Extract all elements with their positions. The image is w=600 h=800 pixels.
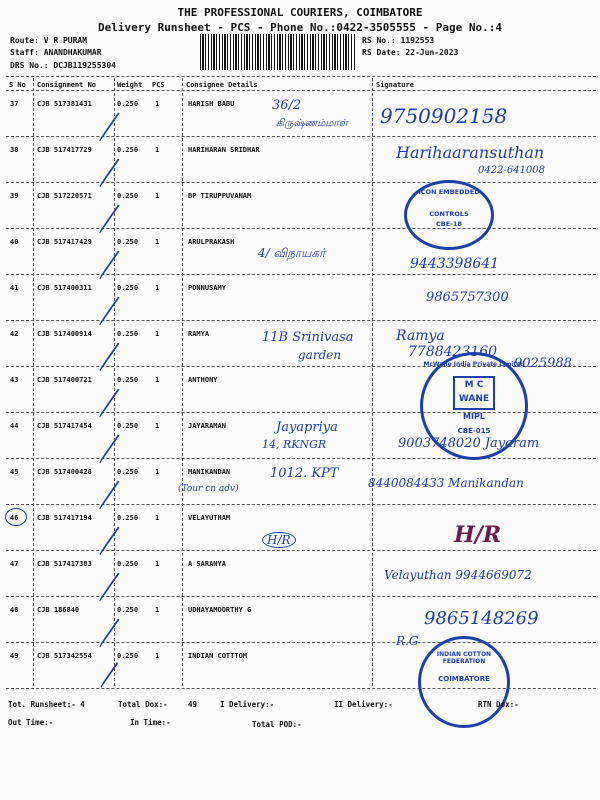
row-consignee: VELAYUTHAM <box>188 514 231 522</box>
row-sno: 41 <box>10 284 19 292</box>
row-sno: 42 <box>10 330 19 338</box>
tick-mark <box>98 205 119 234</box>
staff-label: Staff: ANANDHAKUMAR <box>10 48 102 57</box>
row-divider <box>6 228 596 229</box>
row-pcs: 1 <box>155 376 160 384</box>
row-weight: 0.250 <box>117 606 139 614</box>
row-sno: 37 <box>10 100 19 108</box>
row-pcs: 1 <box>155 284 160 292</box>
row-pcs: 1 <box>155 192 160 200</box>
row-consignee: HARISH BABU <box>188 100 235 108</box>
row-pcs: 1 <box>155 100 160 108</box>
row-weight: 0.250 <box>117 192 139 200</box>
company-stamp-icon <box>404 180 494 250</box>
col-header-consignment: Consignment No <box>37 81 97 89</box>
row-weight: 0.250 <box>117 100 139 108</box>
col-divider <box>114 78 115 686</box>
row-sno: 49 <box>10 652 19 660</box>
row-consignee: MANIKANDAN <box>188 468 231 476</box>
rtn-dox-label: RTN Dox:- <box>478 700 519 709</box>
handwritten-signature: 8440084433 Manikandan <box>368 476 524 490</box>
total-dox-label: Total Dox:- <box>118 700 168 709</box>
row-weight: 0.250 <box>117 468 139 476</box>
row-sno: 43 <box>10 376 19 384</box>
stamp-text: McWane India Private Limited <box>423 361 525 368</box>
row-pcs: 1 <box>155 514 160 522</box>
handwritten-address: Jayapriya <box>276 420 338 435</box>
handwritten-return-mark: H/R <box>454 522 502 548</box>
row-sno: 46 <box>10 514 19 522</box>
row-weight: 0.250 <box>117 652 139 660</box>
row-consignment: CJB 186840 <box>37 606 80 614</box>
row-divider <box>6 458 596 459</box>
row-weight: 0.250 <box>117 376 139 384</box>
document-subtitle: Delivery Runsheet - PCS - Phone No.:0422-3505555 - Page No.:4 <box>98 21 502 34</box>
company-stamp-indian-cotton <box>418 636 510 728</box>
row-consignment: CJB 517220571 <box>37 192 92 200</box>
total-pod-label: Total POD:- <box>252 720 302 729</box>
row-sno: 39 <box>10 192 19 200</box>
col-divider <box>33 78 34 686</box>
stamp-logo: M C WANE <box>453 376 495 410</box>
row-weight: 0.250 <box>117 422 139 430</box>
handwritten-signature: 9003748020 Jayaram <box>398 436 540 451</box>
stamp-text: CBE-015 <box>457 427 491 435</box>
row-pcs: 1 <box>155 422 160 430</box>
rs-date: RS Date: 22-Jun-2023 <box>362 48 459 57</box>
handwritten-address: 11B Srinivasa <box>262 330 354 345</box>
barcode <box>200 34 355 70</box>
document-title: THE PROFESSIONAL COURIERS, COIMBATORE <box>177 6 423 19</box>
row-divider <box>6 274 596 275</box>
row-sno: 38 <box>10 146 19 154</box>
col-header-signature: Signature <box>376 81 414 89</box>
row-consignee: PONNUSAMY <box>188 284 226 292</box>
stamp-text: CBE-18 <box>436 220 462 228</box>
row-consignee: ARULPRAKASH <box>188 238 235 246</box>
row-weight: 0.250 <box>117 514 139 522</box>
row-consignee: INDIAN COTTTOM <box>188 652 248 660</box>
stamp-text: ICON EMBEDDED <box>418 188 480 196</box>
row-consignment: CJB 517417194 <box>37 514 92 522</box>
stamp-text: CONTROLS <box>429 210 469 218</box>
in-time-label: In Time:- <box>130 718 171 727</box>
header-rule <box>6 90 596 91</box>
circled-row-mark <box>5 508 27 526</box>
row-pcs: 1 <box>155 238 160 246</box>
handwritten-address: கிருஷ்ணம்மாள் <box>276 118 348 129</box>
handwritten-address: 14, RKNGR <box>262 438 327 451</box>
col-header-consignee: Consignee Details <box>186 81 258 89</box>
row-sno: 40 <box>10 238 19 246</box>
row-sno: 47 <box>10 560 19 568</box>
tick-mark <box>100 662 119 688</box>
handwritten-signature: Velayuthan 9944669072 <box>384 568 532 582</box>
row-weight: 0.250 <box>117 330 139 338</box>
row-pcs: 1 <box>155 606 160 614</box>
stamp-text: COIMBATORE <box>438 675 490 683</box>
handwritten-address: 36/2 <box>272 98 302 113</box>
row-divider <box>6 550 596 551</box>
row-consignment: CJB 517342554 <box>37 652 92 660</box>
row-consignee: RAMYA <box>188 330 210 338</box>
row-consignment: CJB 517417429 <box>37 238 92 246</box>
col-divider <box>372 78 373 686</box>
tick-mark <box>98 159 119 188</box>
total-runsheet: Tot. Runsheet:- 4 <box>8 700 85 709</box>
row-pcs: 1 <box>155 652 160 660</box>
row-pcs: 1 <box>155 560 160 568</box>
row-consignee: UDHAYAMOORTHY G <box>188 606 252 614</box>
col-divider <box>182 78 183 686</box>
handwritten-note: (Tour cn adv) <box>178 484 239 494</box>
row-divider <box>6 596 596 597</box>
row-divider <box>6 182 596 183</box>
tick-mark <box>98 297 119 326</box>
handwritten-phone: 9025988 <box>514 356 572 371</box>
stamp-text: INDIAN COTTON FEDERATION <box>436 651 492 665</box>
tick-mark <box>98 527 119 556</box>
row-divider <box>6 504 596 505</box>
i-delivery-label: I Delivery:- <box>220 700 275 709</box>
row-consignment: CJB 517400428 <box>37 468 92 476</box>
handwritten-address: 1012. KPT <box>270 466 339 481</box>
tick-mark <box>98 619 119 648</box>
row-consignment: CJB 517417729 <box>37 146 92 154</box>
tick-mark <box>98 435 119 464</box>
handwritten-phone: 7788423160 <box>408 344 498 360</box>
handwritten-address: garden <box>298 348 342 362</box>
row-weight: 0.250 <box>117 560 139 568</box>
row-consignment: CJB 517400721 <box>37 376 92 384</box>
row-sno: 44 <box>10 422 19 430</box>
row-consignment: CJB 517400914 <box>37 330 92 338</box>
row-consignment: CJB 517417454 <box>37 422 92 430</box>
row-sno: 45 <box>10 468 19 476</box>
handwritten-signature: 9865757300 <box>426 290 509 305</box>
row-divider <box>6 320 596 321</box>
row-pcs: 1 <box>155 330 160 338</box>
company-stamp-mcwane <box>420 352 528 460</box>
row-consignment: CJB 517381431 <box>37 100 92 108</box>
row-sno: 48 <box>10 606 19 614</box>
row-divider <box>6 136 596 137</box>
row-consignee: JAYARAMAN <box>188 422 226 430</box>
row-consignee: ANTHONY <box>188 376 218 384</box>
row-consignee: A SARANYA <box>188 560 226 568</box>
row-weight: 0.250 <box>117 146 139 154</box>
handwritten-signature: R.G <box>396 634 419 648</box>
handwritten-signature: 9443398641 <box>410 256 500 272</box>
drs-label: DRS No.: DCJB119255304 <box>10 61 116 70</box>
row-consignee: BP TIRUPPUVANAM <box>188 192 252 200</box>
col-header-sno: S No <box>9 81 26 89</box>
tick-mark <box>98 481 119 510</box>
row-weight: 0.250 <box>117 284 139 292</box>
row-consignee: HARIHARAN SRIDHAR <box>188 146 260 154</box>
handwritten-address: 4/ விநாயகர் <box>258 246 326 260</box>
route-label: Route: V R PURAM <box>10 36 88 45</box>
rs-number: RS No.: 1192553 <box>362 36 435 45</box>
tick-mark <box>98 573 119 602</box>
ii-delivery-label: II Delivery:- <box>334 700 393 709</box>
tick-mark <box>98 343 119 372</box>
row-divider <box>6 642 596 643</box>
handwritten-phone: 0422-641008 <box>478 165 546 176</box>
handwritten-mark: H/R <box>262 532 296 548</box>
handwritten-signature: Ramya <box>396 328 445 344</box>
col-header-pcs: PCS <box>152 81 165 89</box>
row-consignment: CJB 517417383 <box>37 560 92 568</box>
handwritten-signature: Harihaaransuthan <box>396 143 545 162</box>
tick-mark <box>98 113 119 142</box>
row-pcs: 1 <box>155 468 160 476</box>
tick-mark <box>98 389 119 418</box>
stamp-text: MIPL <box>463 412 485 421</box>
table-top-rule <box>6 76 596 77</box>
total-dox-value: 49 <box>188 700 198 709</box>
row-consignment: CJB 517400311 <box>37 284 92 292</box>
row-weight: 0.250 <box>117 238 139 246</box>
handwritten-signature: 9865148269 <box>424 608 539 629</box>
out-time-label: Out Time:- <box>8 718 54 727</box>
tick-mark <box>98 251 119 280</box>
col-header-weight: Weight <box>117 81 143 89</box>
handwritten-signature: 9750902158 <box>380 104 508 128</box>
row-pcs: 1 <box>155 146 160 154</box>
